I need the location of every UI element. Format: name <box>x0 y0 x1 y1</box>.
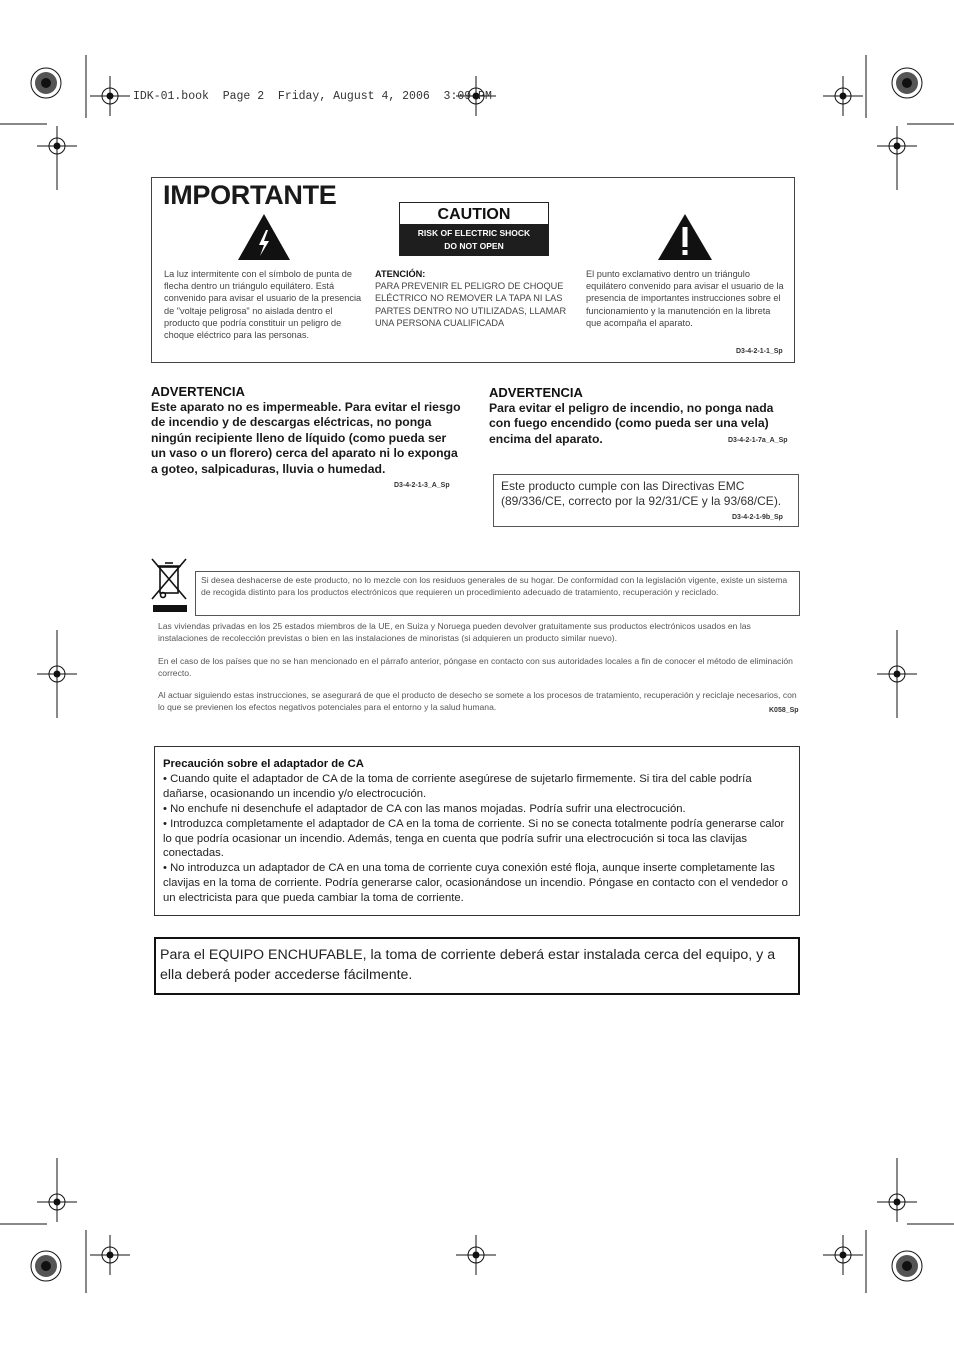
precaucion-text <box>163 757 795 906</box>
enchufable-text: Para el EQUIPO ENCHUFABLE, la toma de corriente deberá estar instalada cerca del equipo, y a ella deberá poder accederse fácilmente. <box>160 947 776 983</box>
caution-line-2: DO NOT OPEN <box>444 241 504 251</box>
caution-subtitle <box>400 224 548 256</box>
atencion-text: PARA PREVENIR EL PELIGRO DE CHOQUE ELÉCTRICO NO REMOVER LA TAPA NI LAS PARTES DENTRO NO UTILIZADAS, LLAMAR UNA PERSONA CUALIFICADA <box>375 281 567 328</box>
crosshair-icon <box>877 1158 917 1222</box>
crosshair-icon <box>877 630 917 718</box>
weee-code: K058_Sp <box>769 707 799 714</box>
exclamation-warning-icon <box>656 212 714 262</box>
advertencia-left-heading: ADVERTENCIA <box>151 384 245 399</box>
starburst-icon <box>892 1251 922 1281</box>
crosshair-icon <box>90 76 130 116</box>
atencion-block <box>375 268 580 329</box>
crosshair-icon <box>823 76 863 116</box>
emc-text: Este producto cumple con las Directivas EMC (89/336/CE, correcto por la 92/31/CE y la 93/68/CE). <box>501 479 782 508</box>
crosshair-icon <box>37 630 77 718</box>
weee-paragraph-2: En el caso de los países que no se han mencionado en el párrafo anterior, póngase en contacto con sus autoridades locales a fin de conocer el método de eliminación correcto. <box>158 656 793 678</box>
crosshair-icon <box>823 1235 863 1275</box>
crosshair-icon <box>877 126 917 190</box>
crosshair-icon <box>90 1235 130 1275</box>
starburst-icon <box>31 1251 61 1281</box>
advertencia-left-text: Este aparato no es impermeable. Para evitar el riesgo de incendio y de descargas eléctricas, no ponga ningún recipiente lleno de líquido (como pueda ser un vaso o un florero) cerca del aparato ni lo exponga a goteo, salpicaduras, lluvia o humedad. <box>151 400 461 476</box>
weee-paragraph-3: Al actuar siguiendo estas instrucciones, se asegurará de que el producto de desecho se somete a los procesos de tratamiento, recuperación y reciclaje necesarios, con lo que se previenen los efectos negativos potenciales para el entorno y la salud humana. <box>158 690 797 712</box>
importante-title: IMPORTANTE <box>163 180 337 210</box>
precaucion-item: • No enchufe ni desenchufe el adaptador de CA con las manos mojadas. Podría sufrir una electrocución. <box>163 802 686 815</box>
emc-code: D3-4-2-1-9b_Sp <box>732 514 783 521</box>
lightning-description: La luz intermitente con el símbolo de punta de flecha dentro un triángulo equilátero. Está convenido para avisar el usuario de la presencia de "voltaje peligrosa" no aislada dentro el producto que podría constituir un peligro de choque eléctrico para las personas. <box>164 269 362 341</box>
precaucion-item: • Introduzca completamente el adaptador de CA en la toma de corriente. Si no se conecta totalmente podría generarse calor lo que podría ocasionar un incendio. Además, tenga en cuenta que podría sufrir una electrocución si toca las clavijas conectadas. <box>163 817 785 860</box>
precaucion-item: • No introduzca un adaptador de CA en una toma de corriente cuya conexión esté floja, aunque inserte completamente las clavijas en la toma de corriente. Podría generarse calor, ocasionándose un incendio. Póngase en contacto con el vendedor o un electricista para que pueda cambiar la toma de corriente. <box>163 862 788 905</box>
advertencia-left-code: D3-4-2-1-3_A_Sp <box>394 482 450 489</box>
weee-paragraph-1: Las viviendas privadas en los 25 estados miembros de la UE, en Suiza y Noruega pueden devolver gratuitamente sus productos electrónicos usados en las instalaciones de recolección previstas o bien en las instalaciones de minoristas (si adquieren un producto similar nuevo). <box>158 621 751 643</box>
precaucion-title: Precaución sobre el adaptador de CA <box>163 758 364 770</box>
caution-label <box>399 202 549 256</box>
crosshair-icon <box>456 1235 496 1275</box>
lightning-warning-icon <box>236 212 292 262</box>
advertencia-right-code: D3-4-2-1-7a_A_Sp <box>728 437 788 444</box>
starburst-icon <box>31 68 61 98</box>
crosshair-icon <box>37 1158 77 1222</box>
precaucion-item: • Cuando quite el adaptador de CA de la toma de corriente asegúrese de sujetarlo firmemente. Si tira del cable podría dañarse, ocasionando un incendio y/o electrocución. <box>163 772 752 800</box>
advertencia-right-heading: ADVERTENCIA <box>489 385 583 400</box>
atencion-lead: ATENCIÓN: <box>375 269 426 279</box>
book-header: IDK-01.book Page 2 Friday, August 4, 2006 3:09 PM <box>133 90 492 103</box>
crosshair-icon <box>37 126 77 190</box>
crossed-bin-icon <box>150 557 190 615</box>
starburst-icon <box>892 68 922 98</box>
exclamation-description: El punto exclamativo dentro un triángulo equilátero convenido para avisar el usuario de la presencia de importantes instrucciones sobre el funcionamiento y la manutención en la libreta que acompaña el aparato. <box>586 269 784 328</box>
caution-line-1: RISK OF ELECTRIC SHOCK <box>417 228 531 238</box>
importante-code: D3-4-2-1-1_Sp <box>736 348 783 355</box>
advertencia-right-text: Para evitar el peligro de incendio, no ponga nada con fuego encendido (como pueda ser una vela) encima del aparato. <box>489 401 774 446</box>
weee-box-text: Si desea deshacerse de este producto, no lo mezcle con los residuos generales de su hogar. De conformidad con la legislación vigente, existe un sistema de recogida distinto para los productos electrónicos que requieren un procedimiento adecuado de tratamiento, recuperación y reciclado. <box>201 575 788 597</box>
caution-title: CAUTION <box>437 206 511 223</box>
